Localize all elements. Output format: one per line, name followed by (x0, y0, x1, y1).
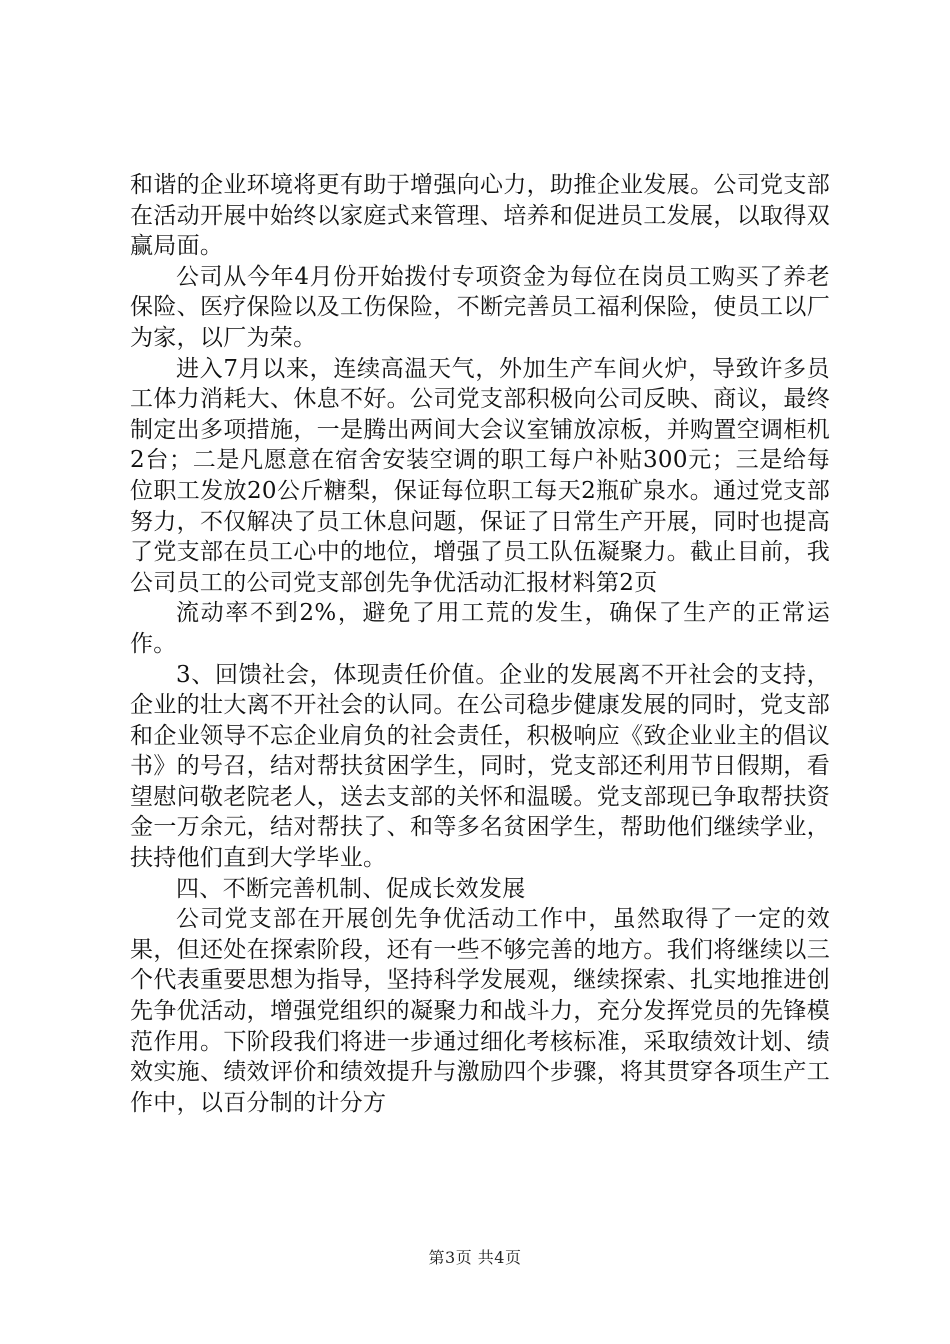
paragraph-summer-measures: 进入7月以来，连续高温天气，外加生产车间火炉，导致许多员工体力消耗大、休息不好。公司党支部积极向公司反映、商议，最终制定出多项措施，一是腾出两间大会议室铺放凉板，并购置空调柜机2台；二是凡愿意在宿舍安装空调的职工每户补贴300元；三是给每位职工发放20公斤糖梨，保证每位职工每天2瓶矿泉水。通过党支部努力，不仅解决了员工休息问题，保证了日常生产开展，同时也提高了党支部在员工心中的地位，增强了员工队伍凝聚力。截止目前，我公司员工的公司党支部创先争优活动汇报材料第2页 (130, 355, 830, 596)
paragraph-turnover: 流动率不到2%，避免了用工荒的发生，确保了生产的正常运作。 (130, 600, 830, 657)
paragraph-insurance: 公司从今年4月份开始拨付专项资金为每位在岗员工购买了养老保险、医疗保险以及工伤保险，不断完善员工福利保险，使员工以厂为家，以厂为荣。 (130, 263, 830, 351)
paragraph-social-responsibility: 3、回馈社会，体现责任价值。企业的发展离不开社会的支持，企业的壮大离不开社会的认同。在公司稳步健康发展的同时，党支部和企业领导不忘企业肩负的社会责任，积极响应《致企业业主的倡议书》的号召，结对帮扶贫困学生，同时，党支部还利用节日假期，看望慰问敬老院老人，送去支部的关怀和温暖。党支部现已争取帮扶资金一万余元，结对帮扶了、和等多名贫困学生，帮助他们继续学业，扶持他们直到大学毕业。 (130, 661, 830, 872)
paragraph-intro: 和谐的企业环境将更有助于增强向心力，助推企业发展。公司党支部在活动开展中始终以家庭式来管理、培养和促进员工发展，以取得双赢局面。 (130, 172, 830, 260)
section-heading: 四、不断完善机制、促成长效发展 (176, 875, 526, 902)
document-body (130, 170, 830, 1118)
page-number-footer: 第3页 共4页 (428, 1248, 522, 1267)
paragraph-mechanism: 公司党支部在开展创先争优活动工作中，虽然取得了一定的效果，但还处在探索阶段，还有一些不够完善的地方。我们将继续以三个代表重要思想为指导，坚持科学发展观，继续探索、扎实地推进创先争优活动，增强党组织的凝聚力和战斗力，充分发挥党员的先锋模范作用。下阶段我们将进一步通过细化考核标准，采取绩效计划、绩效实施、绩效评价和绩效提升与激励四个步骤，将其贯穿各项生产工作中，以百分制的计分方 (130, 906, 830, 1116)
